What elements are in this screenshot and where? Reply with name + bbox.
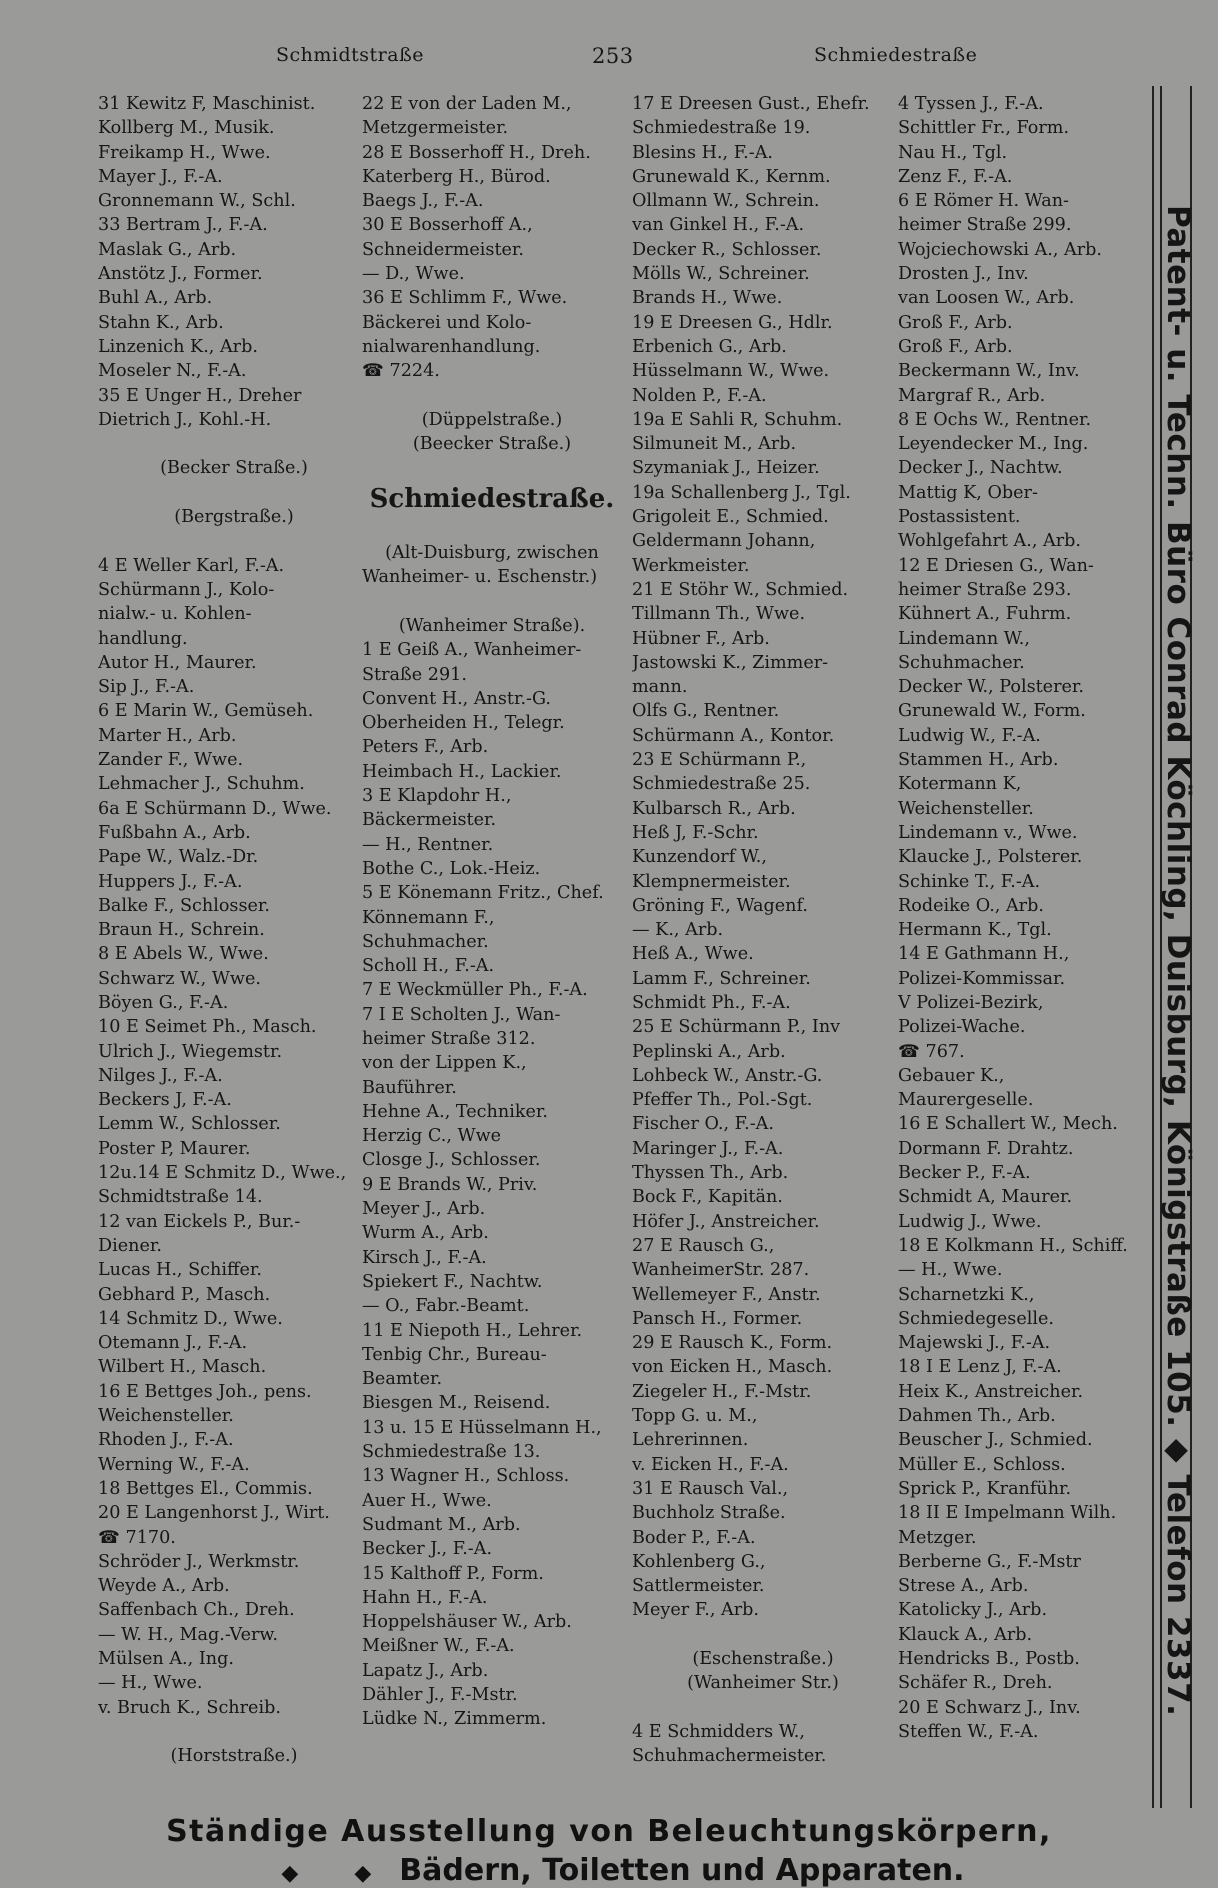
entry-line: Gronnemann W., Schl. <box>98 191 296 212</box>
entry-line: Jastowski K., Zimmer- <box>632 652 829 673</box>
entry-line: Wellemeyer F., Anstr. <box>632 1284 821 1305</box>
entry-line: Schmidt A, Maurer. <box>898 1187 1073 1208</box>
entry-line <box>362 517 622 541</box>
entry-line: 19a E Sahli R, Schuhm. <box>632 409 843 430</box>
entry-line: Schinke T., F.-A. <box>898 871 1041 892</box>
header-right: Schmiedestraße <box>814 44 978 66</box>
entry-line: Hoppelshäuser W., Arb. <box>362 1612 572 1633</box>
entry-line: Kühnert A., Fuhrm. <box>898 604 1072 625</box>
entry-line: Marter H., Arb. <box>98 725 237 746</box>
entry-line: Maslak G., Arb. <box>98 239 237 260</box>
entry-line: Müller E., Schloss. <box>898 1454 1066 1475</box>
entry-line: Rhoden J., F.-A. <box>98 1430 234 1451</box>
entry-line: handlung. <box>98 628 188 649</box>
entry-line: 6a E Schürmann D., Wwe. <box>98 798 332 819</box>
entry-line: Zander F., Wwe. <box>98 750 244 771</box>
entry-line: 10 E Seimet Ph., Masch. <box>98 1017 317 1038</box>
entry-line: Hüsselmann W., Wwe. <box>632 361 830 382</box>
entry-line: (Eschenstraße.) <box>692 1649 834 1669</box>
entry-line: 18 I E Lenz J, F.-A. <box>898 1357 1062 1378</box>
entry-line: ☎ 767. <box>898 1041 965 1062</box>
entry-line: Gebhard P., Masch. <box>98 1284 271 1305</box>
entry-line: Lucas H., Schiffer. <box>98 1260 262 1281</box>
entry-line: Gröning F., Wagenf. <box>632 895 808 916</box>
entry-line: Könnemann F., <box>362 907 495 928</box>
entry-line: Grigoleit E., Schmied. <box>632 507 829 528</box>
entry-line: Scharnetzki K., <box>898 1284 1035 1305</box>
entry-line: 18 E Kolkmann H., Schiff. <box>898 1235 1128 1256</box>
entry-line: Pfeffer Th., Pol.-Sgt. <box>632 1090 813 1111</box>
entry-line: Beckermann W., Inv. <box>898 361 1080 382</box>
entry-line: Schröder J., Werkmstr. <box>98 1551 300 1572</box>
entry-line: Oberheiden H., Telegr. <box>362 713 565 734</box>
entry-line: Polizei-Kommissar. <box>898 968 1066 989</box>
column-2 <box>362 92 622 1732</box>
entry-line: Auer H., Wwe. <box>362 1490 492 1511</box>
entry-line: Nilges J., F.-A. <box>98 1065 223 1086</box>
entry-line: Majewski J., F.-A. <box>898 1333 1051 1354</box>
entry-line: 28 E Bosserhoff H., Dreh. <box>362 142 591 163</box>
entry-line: Schäfer R., Dreh. <box>898 1673 1053 1694</box>
entry-line: 7 E Weckmüller Ph., F.-A. <box>362 980 588 1001</box>
entry-line: Rodeike O., Arb. <box>898 895 1044 916</box>
entry-line: Bauführer. <box>362 1077 457 1098</box>
entry-line: Balke F., Schlosser. <box>98 895 270 916</box>
entry-line: nialwarenhandlung. <box>362 336 541 357</box>
entry-line: Strese A., Arb. <box>898 1576 1029 1597</box>
entry-line: Sip J., F.-A. <box>98 677 195 698</box>
entry-line: — H., Rentner. <box>362 834 494 855</box>
entry-line: Geldermann Johann, <box>632 531 816 552</box>
entry-line <box>632 1696 894 1720</box>
entry-line: 27 E Rausch G., <box>632 1235 775 1256</box>
entry-line: Olfs G., Rentner. <box>632 701 780 722</box>
entry-line: Kirsch J., F.-A. <box>362 1247 487 1268</box>
entry-line: Grunewald K., Kernm. <box>632 166 831 187</box>
entry-line: Dormann F. Drahtz. <box>898 1138 1074 1159</box>
entry-line: Ludwig W., F.-A. <box>898 725 1041 746</box>
entry-line: Klempnermeister. <box>632 871 791 892</box>
entry-line: Baegs J., F.-A. <box>362 191 484 212</box>
entry-line: Tillmann Th., Wwe. <box>632 604 806 625</box>
footer-advert <box>0 1814 1218 1888</box>
entry-line: Dietrich J., Kohl.-H. <box>98 409 272 430</box>
entry-line: 22 E von der Laden M., <box>362 94 572 114</box>
entry-line: Hahn H., F.-A. <box>362 1587 488 1608</box>
advert-rule-left <box>1152 86 1154 1808</box>
entry-line: Grunewald W., Form. <box>898 701 1086 722</box>
entry-line: Wurm A., Arb. <box>362 1223 489 1244</box>
entry-line: heimer Straße 299. <box>898 215 1072 236</box>
entry-line: Lindemann W., <box>898 628 1030 649</box>
entry-line: von der Lippen K., <box>362 1053 527 1074</box>
entry-line: Thyssen Th., Arb. <box>632 1163 789 1184</box>
entry-line: Weyde A., Arb. <box>98 1576 230 1597</box>
entry-line: Braun H., Schrein. <box>98 920 265 941</box>
entry-line: Höfer J., Anstreicher. <box>632 1211 820 1232</box>
entry-line: Schneidermeister. <box>362 239 524 260</box>
entry-line: 30 E Bosserhoff A., <box>362 215 533 236</box>
footer-line-2-text: Bädern, Toiletten und Apparaten. <box>399 1853 965 1888</box>
entry-line: 29 E Rausch K., Form. <box>632 1333 833 1354</box>
entry-line: v. Bruch K., Schreib. <box>98 1697 281 1718</box>
entry-line: Kunzendorf W., <box>632 847 767 868</box>
entry-line: 18 Bettges El., Commis. <box>98 1478 313 1499</box>
entry-line: 6 E Marin W., Gemüseh. <box>98 701 314 722</box>
entry-line: Mölls W., Schreiner. <box>632 264 810 285</box>
entry-line: 12 E Driesen G., Wan- <box>898 555 1094 576</box>
entry-line: Werning W., F.-A. <box>98 1454 250 1475</box>
entry-line: mann. <box>632 677 688 698</box>
entry-line: 20 E Langenhorst J., Wirt. <box>98 1503 330 1524</box>
entry-line: Poster P, Maurer. <box>98 1138 251 1159</box>
entry-line: Werkmeister. <box>632 555 750 576</box>
column-3 <box>632 92 894 1768</box>
entry-line: Diener. <box>98 1235 162 1256</box>
entry-line: Heix K., Anstreicher. <box>898 1381 1084 1402</box>
entry-line <box>98 1720 370 1744</box>
entry-line: Schmiedegeselle. <box>898 1308 1055 1329</box>
entry-line: von Eicken H., Masch. <box>632 1357 833 1378</box>
entry-line: Erbenich G., Arb. <box>632 336 787 357</box>
entry-line: 31 E Rausch Val., <box>632 1478 789 1499</box>
entry-line: Moseler N., F.-A. <box>98 361 247 382</box>
entry-line: Lindemann v., Wwe. <box>898 822 1078 843</box>
entry-line: v. Eicken H., F.-A. <box>632 1454 789 1475</box>
entry-line: Schittler Fr., Form. <box>898 118 1070 139</box>
entry-line: (Beecker Straße.) <box>412 434 572 455</box>
entry-line: Dähler J., F.-Mstr. <box>362 1685 518 1705</box>
entry-line: Silmuneit M., Arb. <box>632 434 797 455</box>
entry-line: (Wanheimer Straße). <box>398 615 586 636</box>
entry-line <box>362 456 622 480</box>
entry-line: Peplinski A., Arb. <box>632 1041 786 1062</box>
entry-line: ☎ 7224. <box>362 361 440 382</box>
entry-line: Kollberg M., Musik. <box>98 118 275 139</box>
entry-line: Drosten J., Inv. <box>898 264 1029 285</box>
entry-line: Beckers J, F.-A. <box>98 1090 232 1111</box>
entry-line: Schmiedestraße 25. <box>632 774 811 795</box>
entry-line: Biesgen M., Reisend. <box>362 1393 551 1414</box>
entry-line: Schmiedestraße 13. <box>362 1442 541 1463</box>
entry-line: Ollmann W., Schrein. <box>632 191 820 212</box>
entry-line: Convent H., Anstr.-G. <box>362 688 552 709</box>
entry-line: — H., Wwe. <box>98 1673 203 1694</box>
entry-line: heimer Straße 293. <box>898 579 1072 600</box>
entry-line: 14 E Gathmann H., <box>898 944 1070 965</box>
entry-line: van Ginkel H., F.-A. <box>632 215 805 236</box>
entry-line: Fußbahn A., Arb. <box>98 822 251 843</box>
entry-line: Maringer J., F.-A. <box>632 1138 784 1159</box>
entry-line: Buhl A., Arb. <box>98 288 213 309</box>
entry-line: Polizei-Wache. <box>898 1017 1026 1038</box>
entry-line: Nolden P., F.-A. <box>632 385 767 406</box>
entry-line: heimer Straße 312. <box>362 1028 536 1049</box>
side-advert: Patent- u. Techn. Büro Conrad Köchling, Duisburg, Königstraße 105. ◆ Telefon 2337. <box>1160 205 1196 1717</box>
entry-line: Heimbach H., Lackier. <box>362 761 562 782</box>
entry-line: Tenbig Chr., Bureau- <box>362 1344 547 1365</box>
entry-line: 16 E Schallert W., Mech. <box>898 1114 1118 1135</box>
entry-line: Dahmen Th., Arb. <box>898 1406 1056 1427</box>
entry-line: 18 II E Impelmann Wilh. <box>898 1503 1117 1524</box>
entry-line: Lohbeck W., Anstr.-G. <box>632 1065 823 1086</box>
entry-line: 9 E Brands W., Priv. <box>362 1174 538 1195</box>
entry-line: 20 E Schwarz J., Inv. <box>898 1697 1081 1718</box>
diamond-icon: ◆ <box>281 1861 299 1886</box>
entry-line: Kohlenberg G., <box>632 1551 766 1572</box>
diamond-icon: ◆ <box>354 1861 372 1886</box>
entry-line: Schwarz W., Wwe. <box>98 968 261 989</box>
entry-line: 12u.14 E Schmitz D., Wwe., <box>98 1163 347 1184</box>
entry-line: Mayer J., F.-A. <box>98 166 223 187</box>
entry-line: Lehmacher J., Schuhm. <box>98 774 305 795</box>
entry-line: Decker J., Nachtw. <box>898 458 1063 479</box>
entry-line: V Polizei-Bezirk, <box>898 992 1044 1013</box>
entry-line: Buchholz Straße. <box>632 1503 786 1524</box>
page-number: 253 <box>592 44 634 68</box>
entry-line: — K., Arb. <box>632 920 724 941</box>
entry-line: (Düppelstraße.) <box>421 409 563 430</box>
entry-line: 19 E Dreesen G., Hdlr. <box>632 312 833 333</box>
entry-line: Becker J., F.-A. <box>362 1539 493 1560</box>
entry-line <box>362 590 622 614</box>
entry-line <box>98 529 370 553</box>
entry-line: 36 E Schlimm F., Wwe. <box>362 288 568 309</box>
entry-line: — D., Wwe. <box>362 264 465 285</box>
entry-line: 6 E Römer H. Wan- <box>898 191 1070 212</box>
entry-line: — O., Fabr.-Beamt. <box>362 1296 530 1317</box>
entry-line: Nau H., Tgl. <box>898 142 1008 163</box>
entry-line: Stahn K., Arb. <box>98 312 224 333</box>
entry-line: Ulrich J., Wiegemstr. <box>98 1041 283 1062</box>
entry-line: Böyen G., F.-A. <box>98 992 229 1013</box>
entry-line: Anstötz J., Former. <box>98 264 263 285</box>
entry-line: Decker W., Polsterer. <box>898 677 1084 698</box>
entry-line: 15 Kalthoff P., Form. <box>362 1563 544 1584</box>
entry-line: Metzgermeister. <box>362 118 509 139</box>
entry-line: Wilbert H., Masch. <box>98 1357 267 1378</box>
entry-line: Spiekert F., Nachtw. <box>362 1271 543 1292</box>
entry-line: Margraf R., Arb. <box>898 385 1046 406</box>
footer-line-1: Ständige Ausstellung von Beleuchtungskörpern, <box>166 1814 1052 1849</box>
entry-line: Berberne G., F.-Mstr <box>898 1551 1081 1572</box>
entry-line: 4 Tyssen J., F.-A. <box>898 94 1044 114</box>
entry-line <box>98 432 370 456</box>
entry-line: Mattig K, Ober- <box>898 482 1038 503</box>
entry-line: 4 E Weller Karl, F.-A. <box>98 555 285 576</box>
entry-line: Sudmant M., Arb. <box>362 1514 521 1535</box>
entry-line <box>98 481 370 505</box>
entry-line: ☎ 7170. <box>98 1527 176 1548</box>
entry-line: Bothe C., Lok.-Heiz. <box>362 858 541 879</box>
column-1 <box>98 92 370 1768</box>
entry-line: Schmidtstraße 14. <box>98 1187 263 1208</box>
entry-line: 13 Wagner H., Schloss. <box>362 1466 570 1487</box>
entry-line: Weichensteller. <box>898 798 1034 819</box>
entry-line: Mülsen A., Ing. <box>98 1649 234 1669</box>
entry-line: van Loosen W., Arb. <box>898 288 1075 309</box>
entry-line <box>362 384 622 408</box>
entry-line: Hendricks B., Postb. <box>898 1649 1080 1669</box>
header-left: Schmidtstraße <box>276 44 425 66</box>
entry-line: Heß J, F.-Schr. <box>632 822 759 843</box>
entry-line: Autor H., Maurer. <box>98 652 257 673</box>
entry-line: Wanheimer- u. Eschenstr.) <box>362 567 598 588</box>
entry-line: nialw.- u. Kohlen- <box>98 604 252 625</box>
entry-line: Hermann K., Tgl. <box>898 920 1052 941</box>
entry-line: Becker P., F.-A. <box>898 1163 1031 1184</box>
entry-line: Meyer J., Arb. <box>362 1199 486 1220</box>
entry-line: 3 E Klapdohr H., <box>362 786 512 807</box>
entry-line: Metzger. <box>898 1527 977 1548</box>
entry-line: Schuhmacher. <box>898 652 1025 673</box>
entry-line: (Alt-Duisburg, zwischen <box>385 543 599 564</box>
entry-line: Boder P., F.-A. <box>632 1527 756 1548</box>
entry-line: 13 u. 15 E Hüsselmann H., <box>362 1417 602 1438</box>
entry-line: 17 E Dreesen Gust., Ehefr. <box>632 94 870 114</box>
entry-line: Wohlgefahrt A., Arb. <box>898 531 1081 552</box>
entry-line: Schmidt Ph., F.-A. <box>632 992 791 1013</box>
entry-line: Schmiedestraße. <box>369 483 615 514</box>
entry-line: Lapatz J., Arb. <box>362 1660 489 1681</box>
entry-line: Szymaniak J., Heizer. <box>632 458 820 479</box>
entry-line: Klaucke J., Polsterer. <box>898 847 1083 868</box>
entry-line: 16 E Bettges Joh., pens. <box>98 1381 312 1402</box>
entry-line: Schuhmacher. <box>362 931 489 952</box>
entry-line: Ziegeler H., F.-Mstr. <box>632 1381 812 1402</box>
entry-line: Heß A., Wwe. <box>632 944 754 965</box>
entry-line: Decker R., Schlosser. <box>632 239 822 260</box>
entry-line: Blesins H., F.-A. <box>632 142 773 163</box>
entry-line: Weichensteller. <box>98 1406 234 1427</box>
entry-line: Schuhmachermeister. <box>632 1746 827 1767</box>
entry-line: Otemann J., F.-A. <box>98 1333 248 1354</box>
entry-line: 12 van Eickels P., Bur.- <box>98 1211 301 1232</box>
entry-line: Bäckerei und Kolo- <box>362 312 532 333</box>
entry-line: Hehne A., Techniker. <box>362 1101 548 1122</box>
entry-line: Leyendecker M., Ing. <box>898 434 1089 455</box>
entry-line: Brands H., Wwe. <box>632 288 783 309</box>
entry-line: Straße 291. <box>362 664 467 685</box>
entry-line: Freikamp H., Wwe. <box>98 142 271 163</box>
entry-line: 1 E Geiß A., Wanheimer- <box>362 640 582 661</box>
entry-line: Pansch H., Former. <box>632 1308 803 1329</box>
entry-line <box>632 1623 894 1647</box>
entry-line: 19a Schallenberg J., Tgl. <box>632 482 851 503</box>
entry-line: Meißner W., F.-A. <box>362 1636 515 1657</box>
entry-line: Fischer O., F.-A. <box>632 1114 774 1135</box>
entry-line: Topp G. u. M., <box>632 1406 758 1427</box>
entry-line: 25 E Schürmann P., Inv <box>632 1017 841 1038</box>
entry-line: Saffenbach Ch., Dreh. <box>98 1600 295 1621</box>
entry-line: 11 E Niepoth H., Lehrer. <box>362 1320 583 1341</box>
entry-line: 35 E Unger H., Dreher <box>98 385 302 406</box>
entry-line: Bock F., Kapitän. <box>632 1187 783 1208</box>
entry-line: Lamm F., Schreiner. <box>632 968 811 989</box>
entry-line: Gebauer K., <box>898 1065 1005 1086</box>
entry-line: Herzig C., Wwe <box>362 1126 502 1147</box>
entry-line: Sattlermeister. <box>632 1576 765 1597</box>
entry-line: 23 E Schürmann P., <box>632 750 807 771</box>
entry-line: Closge J., Schlosser. <box>362 1150 541 1171</box>
entry-line: Steffen W., F.-A. <box>898 1721 1039 1742</box>
entry-line: Sprick P., Kranführ. <box>898 1478 1072 1499</box>
entry-line: WanheimerStr. 287. <box>632 1260 810 1281</box>
entry-line: Schmiedestraße 19. <box>632 118 811 139</box>
entry-line: 31 Kewitz F, Maschinist. <box>98 94 316 114</box>
entry-line: Katolicky J., Arb. <box>898 1600 1048 1621</box>
entry-line: Zenz F., F.-A. <box>898 166 1013 187</box>
entry-line: Kulbarsch R., Arb. <box>632 798 796 819</box>
entry-line: Linzenich K., Arb. <box>98 336 258 357</box>
entry-line: (Bergstraße.) <box>174 507 294 528</box>
entry-line: (Becker Straße.) <box>160 458 308 479</box>
entry-line: 4 E Schmidders W., <box>632 1721 805 1742</box>
entry-line: (Horststraße.) <box>170 1746 298 1767</box>
entry-line: 5 E Könemann Fritz., Chef. <box>362 883 604 904</box>
entry-line: Katerberg H., Bürod. <box>362 166 551 187</box>
entry-line: Lemm W., Schlosser. <box>98 1114 281 1135</box>
footer-line-2 <box>0 1853 1218 1888</box>
entry-line: Meyer F., Arb. <box>632 1600 759 1621</box>
entry-line: Kotermann K, <box>898 774 1022 795</box>
entry-line: 14 Schmitz D., Wwe. <box>98 1308 283 1329</box>
entry-line: Ludwig J., Wwe. <box>898 1211 1042 1232</box>
entry-line: Beamter. <box>362 1369 443 1390</box>
column-4 <box>898 92 1150 1744</box>
entry-line: Lehrerinnen. <box>632 1430 749 1451</box>
entry-line: Scholl H., F.-A. <box>362 956 495 977</box>
entry-line: Hübner F., Arb. <box>632 628 770 649</box>
entry-line: 33 Bertram J., F.-A. <box>98 215 268 236</box>
entry-line: Wojciechowski A., Arb. <box>898 239 1103 260</box>
entry-line: Maurergeselle. <box>898 1090 1034 1111</box>
entry-line: (Wanheimer Str.) <box>687 1673 839 1694</box>
entry-line: Lüdke N., Zimmerm. <box>362 1709 547 1730</box>
entry-line: Beuscher J., Schmied. <box>898 1430 1093 1451</box>
entry-line: 7 I E Scholten J., Wan- <box>362 1004 561 1025</box>
entry-line: Peters F., Arb. <box>362 737 489 758</box>
entry-line: Groß F., Arb. <box>898 336 1013 357</box>
entry-line: Pape W., Walz.-Dr. <box>98 847 259 868</box>
entry-line: Groß F., Arb. <box>898 312 1013 333</box>
entry-line: — H., Wwe. <box>898 1260 1003 1281</box>
entry-line: Schürmann J., Kolo- <box>98 579 275 600</box>
entry-line: 8 E Abels W., Wwe. <box>98 944 269 965</box>
entry-line: Klauck A., Arb. <box>898 1624 1033 1645</box>
entry-line: Schürmann A., Kontor. <box>632 725 835 746</box>
entry-line: Stammen H., Arb. <box>898 750 1059 771</box>
entry-line: Huppers J., F.-A. <box>98 871 243 892</box>
entry-line: 8 E Ochs W., Rentner. <box>898 409 1092 430</box>
entry-line: Postassistent. <box>898 507 1021 528</box>
entry-line: 21 E Stöhr W., Schmied. <box>632 579 849 600</box>
entry-line: — W. H., Mag.-Verw. <box>98 1624 278 1645</box>
entry-line: Bäckermeister. <box>362 810 497 831</box>
